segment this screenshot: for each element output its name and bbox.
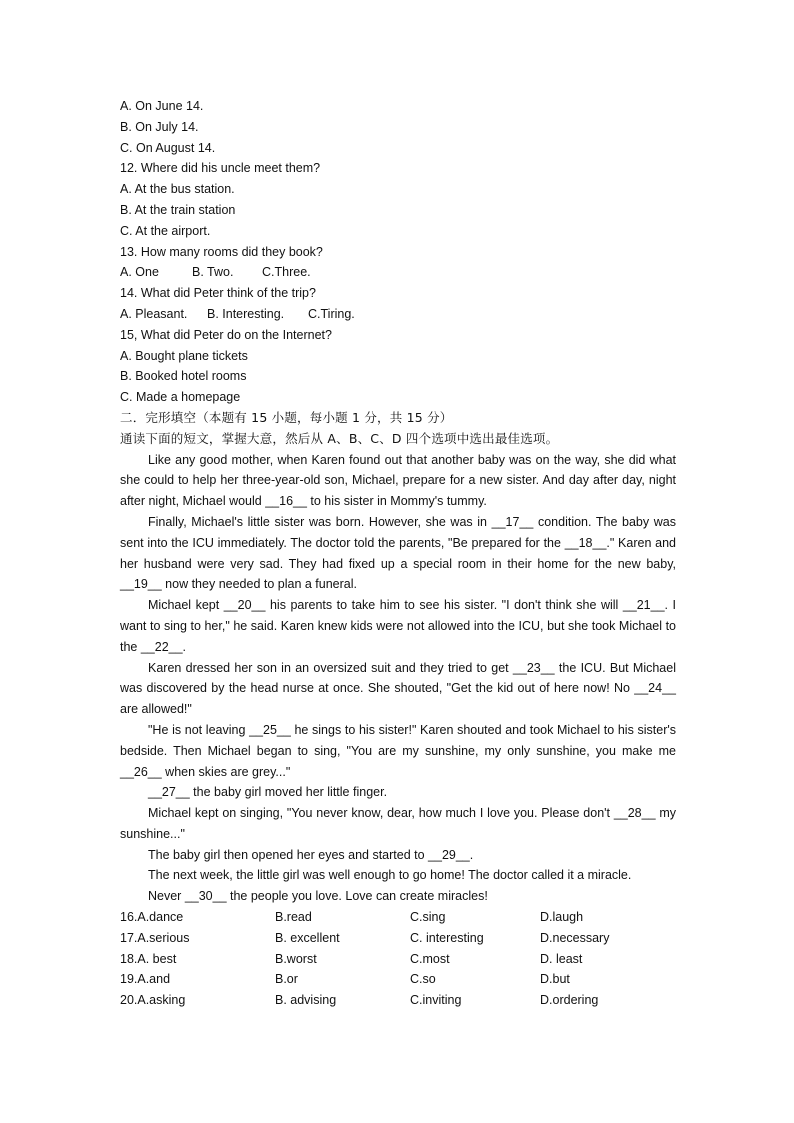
q13-option-b: B. Two. [192, 265, 234, 280]
cloze-option-row-20 [120, 990, 676, 1011]
q14-question: 14. What did Peter think of the trip? [120, 286, 316, 301]
cloze-paragraph: "He is not leaving __25__ he sings to his sister!" Karen shouted and took Michael to his sister's bedside. Then Michael began to sing, "You are my sunshine, my only sunshine, you make me __26__ when skies are grey..." [120, 722, 676, 779]
q11-option-b: B. On July 14. [120, 119, 199, 134]
option-17-b: B. excellent [275, 930, 340, 945]
q13-question: 13. How many rooms did they book? [120, 244, 323, 259]
q12-question: 12. Where did his uncle meet them? [120, 161, 321, 176]
option-18-c: C.most [410, 951, 450, 966]
q14-options [120, 304, 676, 325]
cloze-option-row-18 [120, 949, 676, 970]
option-16-a: 16.A.dance [120, 910, 184, 925]
option-18-b: B.worst [275, 951, 317, 966]
q15-option-c: C. Made a homepage [120, 390, 241, 405]
cloze-paragraph: Michael kept __20__ his parents to take him to see his sister. "I don't think she will __21__. I want to sing to her," he said. Karen knew kids were not allowed into the ICU, but she took Michael to the __22__. [120, 598, 676, 654]
cloze-paragraph: The next week, the little girl was well enough to go home! The doctor called it a miracle. [148, 868, 632, 883]
option-17-c: C. interesting [410, 930, 484, 945]
q15-question: 15, What did Peter do on the Internet? [120, 327, 332, 342]
cloze-paragraph: Like any good mother, when Karen found out that another baby was on the way, she did what she could to help her three-year-old son, Michael, prepare for a new sister. And day after day, night after night, Michael would __16__ to his sister in Mommy's tummy. [120, 452, 676, 509]
cloze-paragraph: Karen dressed her son in an oversized suit and they tried to get __23__ the ICU. But Michael was discovered by the head nurse at once. She shouted, "Get the kid out of here now! No __24__ are allowed!" [120, 660, 676, 717]
cloze-paragraph: Michael kept on singing, "You never know, dear, how much I love you. Please don't __28__ my sunshine..." [120, 806, 676, 841]
q11-option-a: A. On June 14. [120, 99, 204, 113]
cloze-instruction: 通读下面的短文，掌握大意，然后从 A、B、C、D 四个选项中选出最佳选项。 [120, 430, 559, 446]
option-17-d: D.necessary [540, 930, 610, 945]
option-17-a: 17.A.serious [120, 930, 190, 945]
q13-options [120, 262, 676, 283]
cloze-paragraph: The baby girl then opened her eyes and started to __29__. [148, 847, 474, 862]
option-18-a: 18.A. best [120, 951, 177, 966]
cloze-section-heading: 二．完形填空（本题有 15 小题，每小题 1 分，共 15 分） [120, 409, 453, 425]
q13-option-a: A. One [120, 265, 159, 280]
option-20-b: B. advising [275, 993, 337, 1008]
q15-option-b: B. Booked hotel rooms [120, 369, 247, 384]
option-20-d: D.ordering [540, 993, 599, 1008]
q15-option-a: A. Bought plane tickets [120, 348, 248, 363]
option-20-c: C.inviting [410, 993, 462, 1008]
cloze-paragraph: __27__ the baby girl moved her little finger. [148, 785, 388, 800]
q13-option-c: C.Three. [262, 265, 311, 280]
option-20-a: 20.A.asking [120, 993, 186, 1008]
q14-option-a: A. Pleasant. [120, 306, 188, 321]
q14-option-c: C.Tiring. [308, 306, 355, 321]
q12-option-a: A. At the bus station. [120, 182, 235, 197]
q12-option-c: C. At the airport. [120, 223, 211, 238]
option-19-b: B.or [275, 972, 298, 987]
q14-option-b: B. Interesting. [207, 306, 285, 321]
option-16-b: B.read [275, 910, 312, 925]
option-16-d: D.laugh [540, 910, 584, 925]
q12-option-b: B. At the train station [120, 202, 236, 217]
option-19-a: 19.A.and [120, 972, 171, 987]
cloze-paragraph: Never __30__ the people you love. Love can create miracles! [148, 889, 488, 904]
exam-page [120, 96, 676, 1011]
q11-option-c: C. On August 14. [120, 140, 216, 155]
option-19-c: C.so [410, 972, 436, 987]
cloze-option-row-17 [120, 928, 676, 949]
cloze-option-row-16 [120, 907, 676, 928]
option-18-d: D. least [540, 951, 583, 966]
option-16-c: C.sing [410, 910, 446, 925]
cloze-option-row-19 [120, 969, 676, 990]
cloze-paragraph: Finally, Michael's little sister was born. However, she was in __17__ condition. The baby was sent into the ICU immediately. The doctor told the parents, "Be prepared for the __18__." Karen and her husband were very sad. They had fixed up a special room in their home for the new baby, __19__ now they needed to plan a funeral. [120, 514, 676, 592]
option-19-d: D.but [540, 972, 570, 987]
